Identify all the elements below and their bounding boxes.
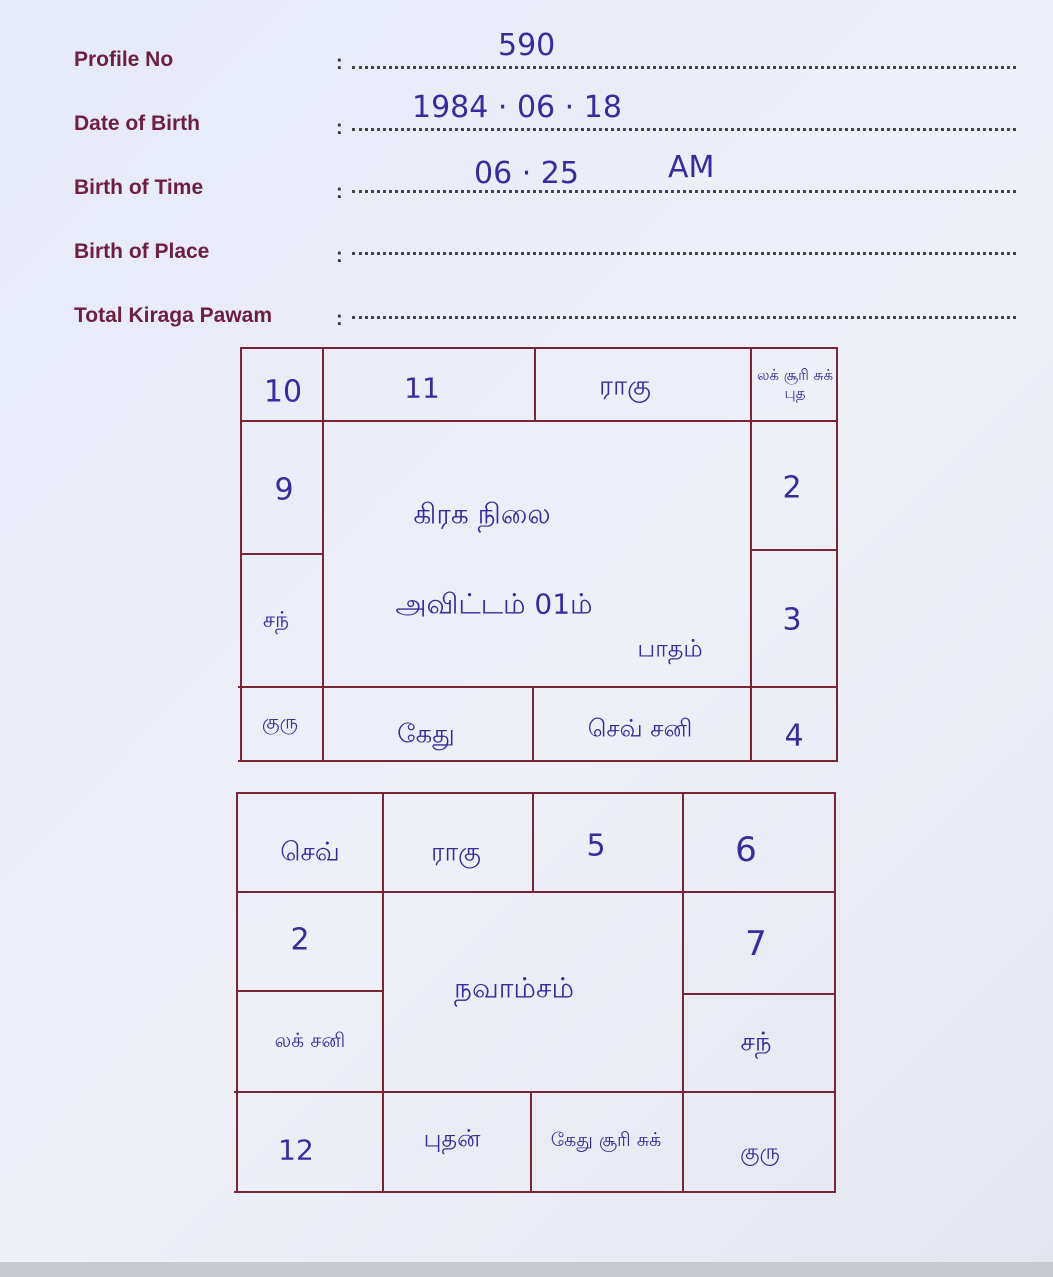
rasi-house-top-4: லக் சூரி சுக் புத (756, 366, 834, 402)
chart-grid-line (834, 792, 836, 1193)
navamsa-house-bottom-4: குரு (740, 1140, 780, 1165)
rasi-center-padam: பாதம் (637, 634, 703, 663)
navamsa-house-left-2: லக் சனி (274, 1028, 346, 1052)
rasi-house-bottom-1: கேது (397, 719, 455, 750)
dob-colon: : (336, 117, 343, 139)
chart-grid-line (234, 1091, 836, 1093)
birth-time-line (352, 190, 1016, 193)
dob-label: Date of Birth (74, 112, 200, 135)
navamsa-house-bottom-2: புதன் (423, 1124, 481, 1153)
kiraga-pawam-label: Total Kiraga Pawam (74, 304, 273, 327)
rasi-house-right-3: 4 (784, 718, 804, 754)
chart-grid-line (532, 686, 534, 762)
chart-grid-line (236, 792, 836, 794)
rasi-house-left-2: சந் (262, 608, 290, 633)
chart-grid-line (236, 792, 238, 1193)
chart-grid-line (836, 347, 838, 762)
chart-grid-line (240, 347, 242, 762)
chart-grid-line (236, 891, 836, 893)
navamsa-center-title: நவாம்சம் (454, 971, 574, 1005)
birth-time-ampm[interactable]: AM (668, 150, 715, 185)
navamsa-house-top-2: ராகு (431, 837, 481, 868)
navamsa-house-bottom-3: கேது சூரி சுக் (550, 1129, 662, 1151)
navamsa-house-left-1: 2 (290, 922, 310, 958)
rasi-center-star: அவிட்டம் 01ம் (395, 587, 593, 621)
birth-place-colon: : (336, 245, 343, 267)
dob-line (352, 128, 1016, 131)
navamsa-house-right-2: சந் (740, 1027, 772, 1058)
chart-grid-line (534, 347, 536, 422)
page-edge (0, 1262, 1053, 1277)
birth-time-label: Birth of Time (74, 176, 204, 199)
navamsa-house-bottom-1: 12 (278, 1133, 314, 1167)
chart-grid-line (682, 792, 684, 1193)
chart-grid-line (236, 990, 384, 992)
kiraga-pawam-colon: : (336, 308, 343, 330)
profile-no-value[interactable]: 590 (498, 28, 556, 63)
chart-grid-line (530, 1091, 532, 1193)
rasi-house-right-2: 3 (782, 602, 802, 638)
chart-grid-line (240, 553, 322, 555)
profile-no-line (352, 66, 1016, 69)
chart-grid-line (234, 1191, 836, 1193)
navamsa-house-top-3: 5 (586, 828, 606, 864)
navamsa-house-right-1: 7 (745, 924, 767, 964)
profile-no-colon: : (336, 52, 343, 74)
rasi-house-left-3: குரு (261, 709, 299, 734)
navamsa-house-top-4: 6 (735, 830, 757, 870)
chart-grid-line (750, 347, 752, 762)
birth-time-colon: : (336, 181, 343, 203)
chart-grid-line (750, 549, 838, 551)
rasi-house-right-1: 2 (782, 470, 802, 506)
birth-place-line[interactable] (352, 252, 1016, 255)
chart-grid-line (322, 347, 324, 762)
chart-grid-line (240, 420, 838, 422)
chart-grid-line (382, 792, 384, 1193)
rasi-house-top-1: 10 (263, 374, 303, 410)
rasi-house-bottom-2: செவ் சனி (587, 714, 693, 743)
kiraga-pawam-line[interactable] (352, 316, 1016, 319)
rasi-house-left-1: 9 (274, 472, 294, 508)
birth-place-label: Birth of Place (74, 240, 210, 263)
rasi-house-top-2: 11 (404, 371, 440, 405)
chart-grid-line (240, 347, 838, 349)
rasi-center-title: கிரக நிலை (413, 497, 551, 531)
navamsa-house-top-1: செவ் (280, 837, 340, 868)
birth-time-value[interactable]: 06 · 25 (474, 156, 579, 191)
chart-grid-line (532, 792, 534, 893)
chart-grid-line (682, 993, 836, 995)
rasi-house-top-3: ராகு (599, 370, 651, 402)
dob-value[interactable]: 1984 · 06 · 18 (412, 90, 622, 125)
chart-grid-line (238, 760, 838, 762)
profile-no-label: Profile No (74, 48, 174, 71)
chart-grid-line (238, 686, 838, 688)
